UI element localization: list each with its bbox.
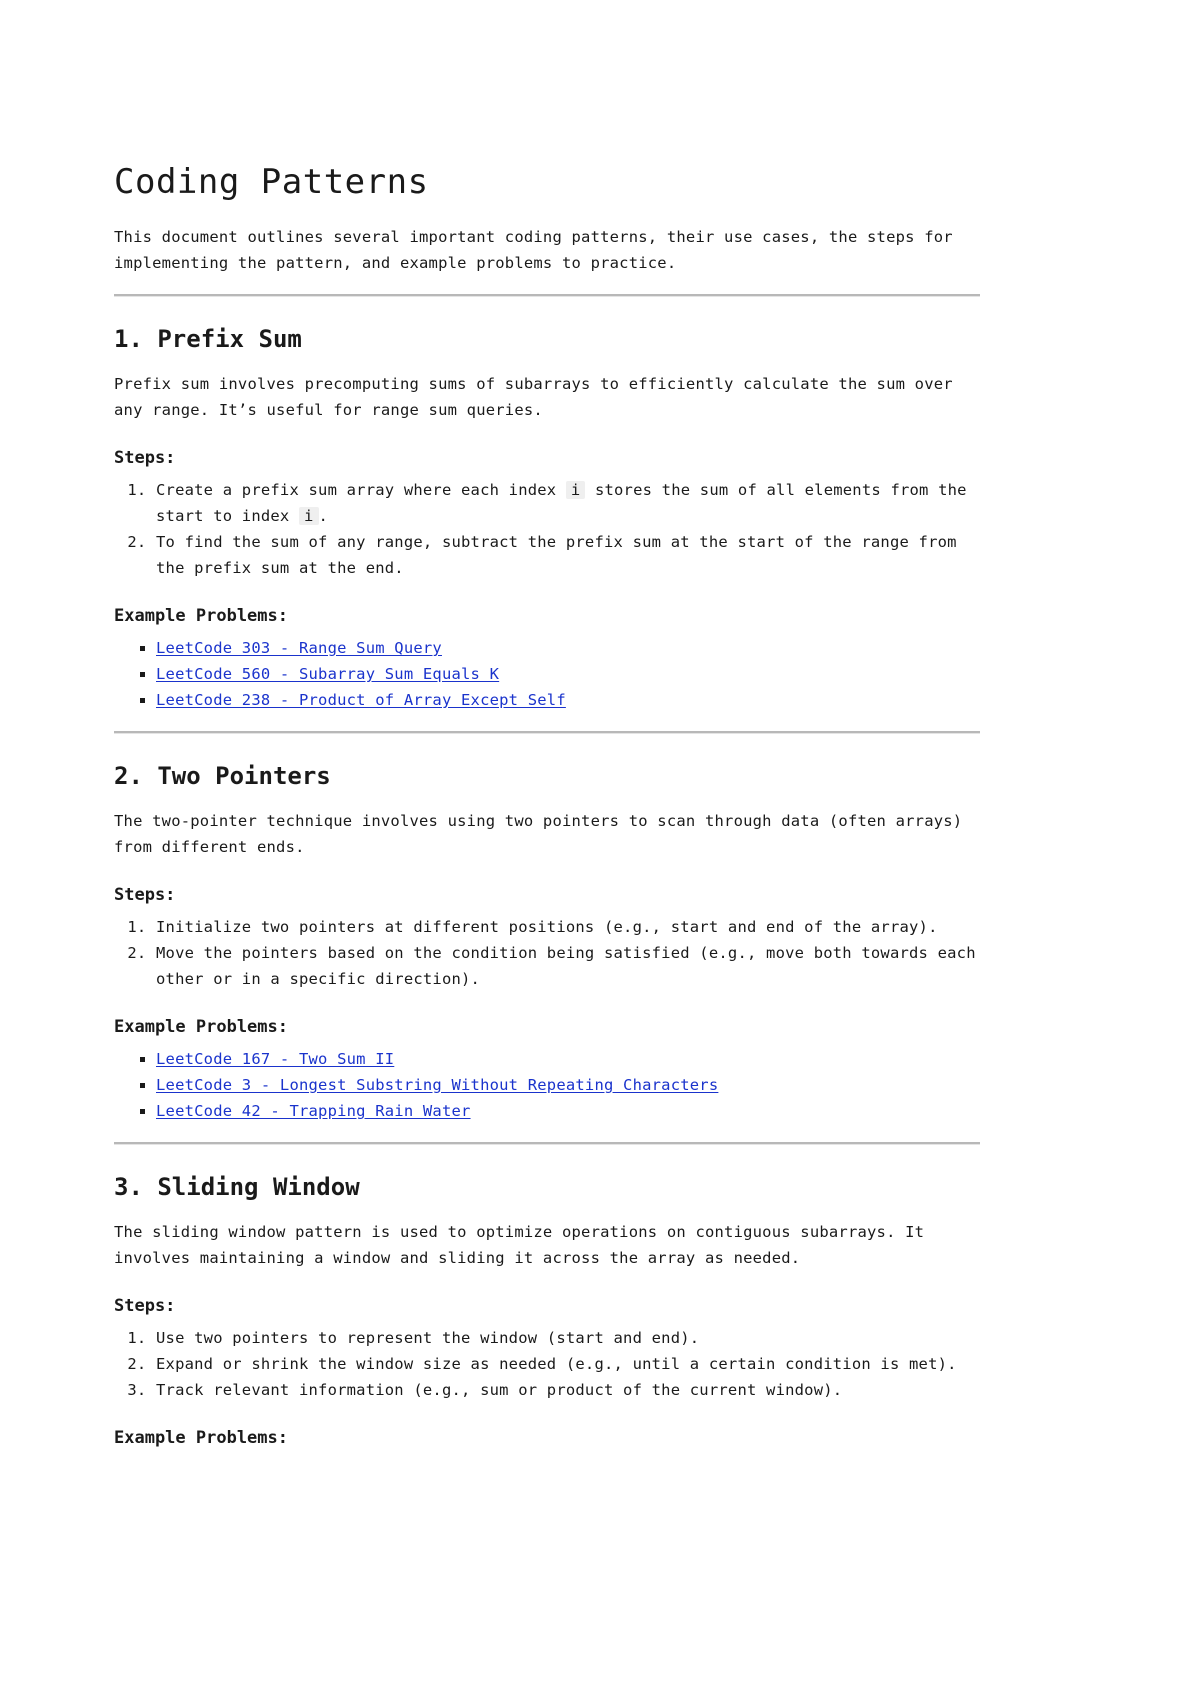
steps-heading: Steps: <box>114 448 176 468</box>
section-heading: 1. Prefix Sum <box>114 325 302 353</box>
steps-heading: Steps: <box>114 885 176 905</box>
section-description: Prefix sum involves precomputing sums of subarrays to efficiently calculate the sum over any range. It’s useful for range sum queries. <box>114 375 953 419</box>
problem-link[interactable]: LeetCode 303 - Range Sum Query <box>156 639 442 657</box>
step-item: 2. Move the pointers based on the condition being satisfied (e.g., move both towards each other or in a specific direction). <box>156 940 980 992</box>
examples-heading: Example Problems: <box>114 1428 288 1448</box>
intro-paragraph: This document outlines several important coding patterns, their use cases, the steps for implementing the pattern, and example problems to practice. <box>114 228 953 272</box>
problem-item <box>156 1046 980 1072</box>
step-text: stores the sum of all elements from the start to index <box>156 481 967 525</box>
examples-heading: Example Problems: <box>114 606 288 626</box>
problem-link[interactable]: LeetCode 238 - Product of Array Except Self <box>156 691 566 709</box>
step-item: 1. Initialize two pointers at different positions (e.g., start and end of the array). <box>156 914 980 940</box>
divider <box>114 294 980 297</box>
section-sliding-window <box>114 1171 980 1449</box>
section-description: The sliding window pattern is used to optimize operations on contiguous subarrays. It involves maintaining a window and sliding it across the array as needed. <box>114 1223 925 1267</box>
divider <box>114 1142 980 1145</box>
steps-heading: Steps: <box>114 1296 176 1316</box>
problem-link[interactable]: LeetCode 42 - Trapping Rain Water <box>156 1102 471 1120</box>
page-title: Coding Patterns <box>114 162 429 202</box>
problem-link[interactable]: LeetCode 167 - Two Sum II <box>156 1050 395 1068</box>
section-heading: 3. Sliding Window <box>114 1173 360 1201</box>
step-text: . <box>318 507 329 525</box>
steps-list <box>114 477 980 581</box>
section-prefix-sum <box>114 323 980 713</box>
step-item: 2. To find the sum of any range, subtract the prefix sum at the start of the range from the prefix sum at the end. <box>156 529 980 581</box>
section-description: The two-pointer technique involves using two pointers to scan through data (often arrays) from different ends. <box>114 812 963 856</box>
problems-list <box>114 1046 980 1124</box>
document-content <box>114 160 980 1457</box>
section-two-pointers <box>114 760 980 1124</box>
step-item: 1. Use two pointers to represent the window (start and end). <box>156 1325 980 1351</box>
problem-item <box>156 661 980 687</box>
step-item: 3. Track relevant information (e.g., sum or product of the current window). <box>156 1377 980 1403</box>
divider <box>114 731 980 734</box>
problem-link[interactable]: LeetCode 3 - Longest Substring Without Repeating Characters <box>156 1076 719 1094</box>
step-text: Create a prefix sum array where each index <box>156 481 566 499</box>
steps-list <box>114 1325 980 1403</box>
inline-code: i <box>299 507 319 525</box>
problem-link[interactable]: LeetCode 560 - Subarray Sum Equals K <box>156 665 500 683</box>
examples-heading: Example Problems: <box>114 1017 288 1037</box>
problem-item <box>156 687 980 713</box>
steps-list <box>114 914 980 992</box>
step-item <box>156 477 980 529</box>
problem-item <box>156 1072 980 1098</box>
problem-item <box>156 635 980 661</box>
section-heading: 2. Two Pointers <box>114 762 331 790</box>
problem-item <box>156 1098 980 1124</box>
inline-code: i <box>566 481 586 499</box>
step-item: 2. Expand or shrink the window size as needed (e.g., until a certain condition is met). <box>156 1351 980 1377</box>
problems-list <box>114 635 980 713</box>
